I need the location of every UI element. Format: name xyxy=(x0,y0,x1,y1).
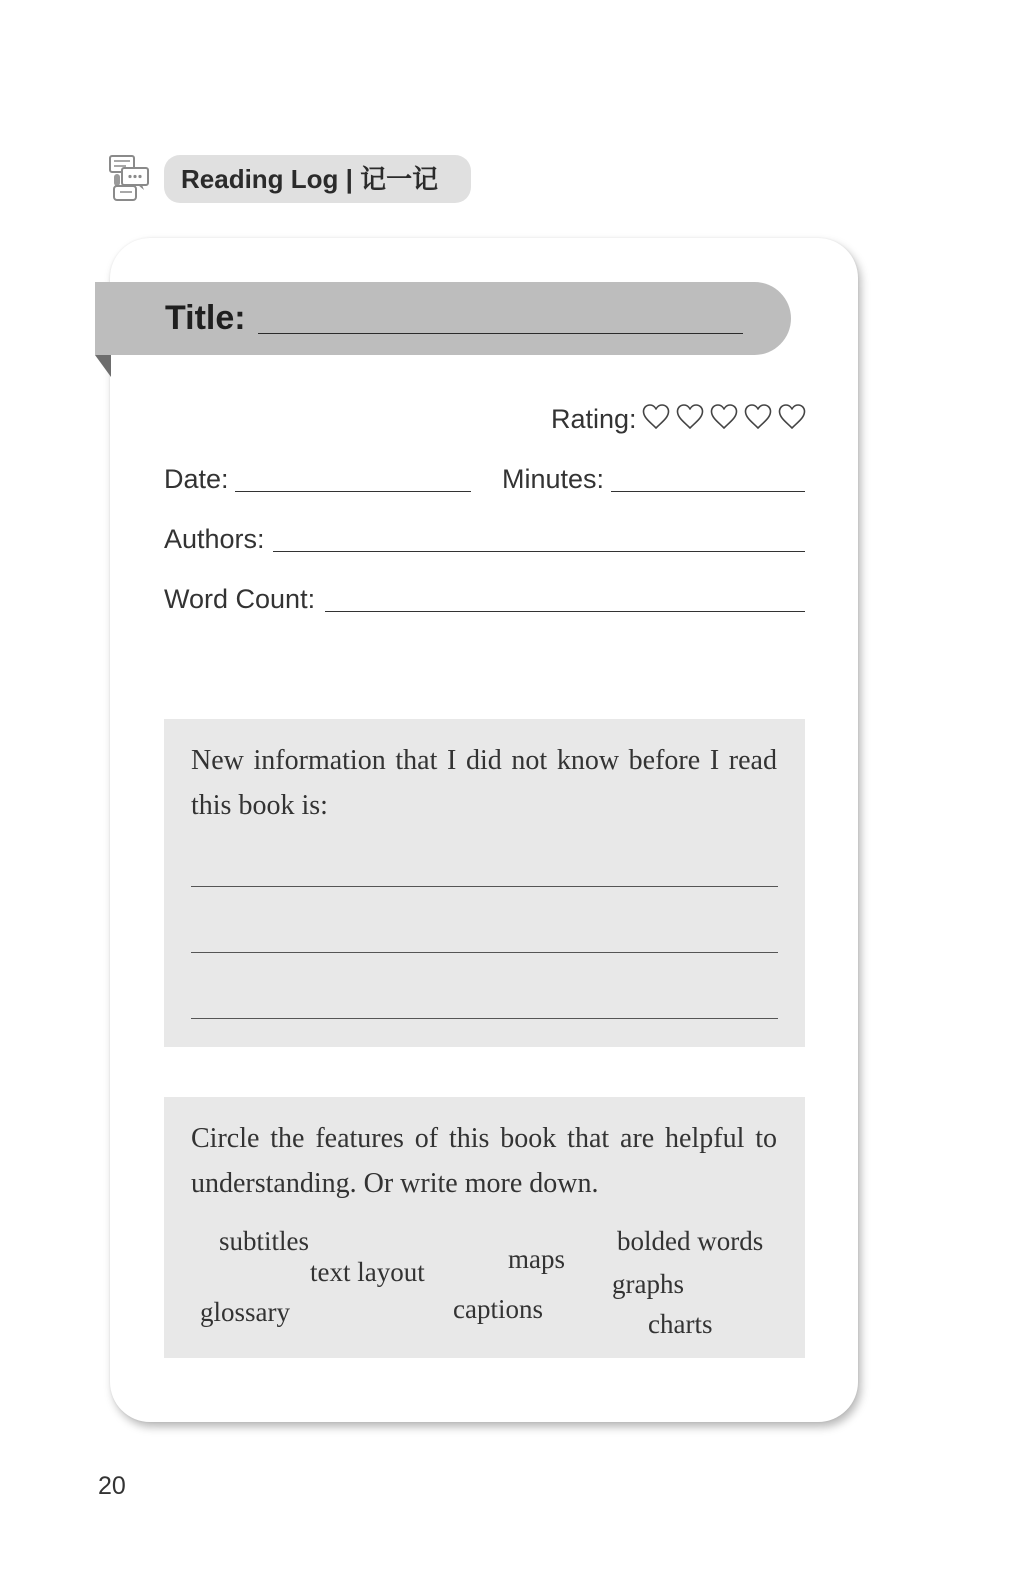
heart-outline-icon[interactable] xyxy=(743,402,773,432)
heart-outline-icon[interactable] xyxy=(675,402,705,432)
new-info-line-2[interactable] xyxy=(191,952,778,953)
page-number: 20 xyxy=(98,1472,126,1500)
feature-maps[interactable]: maps xyxy=(508,1244,565,1274)
date-field[interactable] xyxy=(235,491,471,492)
title-field[interactable] xyxy=(258,333,743,334)
word-count-label: Word Count: xyxy=(164,584,316,614)
features-prompt: Circle the features of this book that are helpful to understanding. Or write more down. xyxy=(191,1123,777,1199)
feature-charts[interactable]: charts xyxy=(648,1309,713,1339)
new-info-prompt: New information that I did not know before I read this book is: xyxy=(191,745,777,821)
authors-label: Authors: xyxy=(164,524,265,554)
title-label: Title: xyxy=(165,299,246,337)
minutes-label: Minutes: xyxy=(502,464,605,494)
chat-bubbles-icon xyxy=(106,152,154,206)
heart-outline-icon[interactable] xyxy=(777,402,807,432)
feature-subtitles[interactable]: subtitles xyxy=(219,1226,310,1256)
title-band-fold xyxy=(95,355,111,377)
new-info-line-3[interactable] xyxy=(191,1018,778,1019)
minutes-field[interactable] xyxy=(611,491,805,492)
feature-bolded-words[interactable]: bolded words xyxy=(617,1226,764,1256)
date-label: Date: xyxy=(164,464,229,494)
feature-glossary[interactable]: glossary xyxy=(200,1297,290,1327)
heart-outline-icon[interactable] xyxy=(641,402,671,432)
feature-graphs[interactable]: graphs xyxy=(612,1269,684,1299)
new-info-line-1[interactable] xyxy=(191,886,778,887)
feature-captions[interactable]: captions xyxy=(453,1294,543,1324)
section-header: Reading Log | 记一记 xyxy=(164,155,471,203)
rating-hearts[interactable] xyxy=(641,402,809,432)
word-count-field[interactable] xyxy=(325,611,805,612)
heart-outline-icon[interactable] xyxy=(709,402,739,432)
feature-text-layout[interactable]: text layout xyxy=(310,1257,425,1287)
authors-field[interactable] xyxy=(273,551,805,552)
rating-label: Rating: xyxy=(551,404,637,434)
